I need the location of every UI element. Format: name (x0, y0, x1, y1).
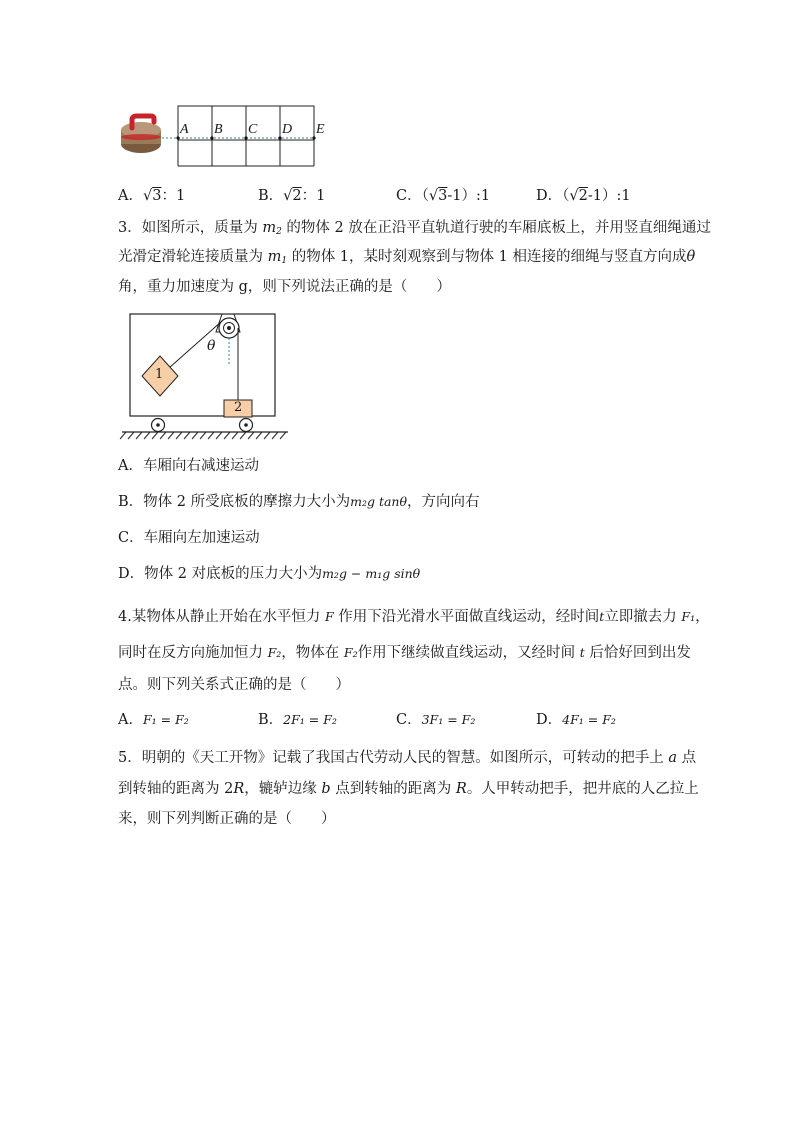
q2-option-d[interactable]: D．（√2-1）:1 (536, 188, 631, 204)
ground-hatch (120, 432, 286, 439)
grid-label-a: A (180, 122, 189, 137)
q2-option-b[interactable]: B．√2：1 (258, 188, 326, 204)
sqrt-icon: √ (428, 188, 439, 204)
q5-stem-line-3: 来，则下列判断正确的是（ ） (118, 811, 336, 827)
grid-label-b: B (214, 122, 223, 137)
track-grid (178, 106, 314, 166)
curling-grid-svg (118, 100, 338, 170)
grid-label-c: C (248, 122, 258, 137)
q4-stem-line-2: 同时在反方向施加恒力 F₂，物体在 F₂作用下继续做直线运动，又经时间 t 后恰好回到出发 (118, 645, 691, 661)
q3-stem-line-3: 角，重力加速度为 g，则下列说法正确的是（ ） (118, 279, 451, 295)
q3-option-b[interactable]: B．物体 2 所受底板的摩擦力大小为m₂g tanθ，方向向右 (118, 494, 480, 510)
sqrt-icon: √ (142, 188, 153, 204)
curling-figure (118, 100, 338, 170)
q2-option-c[interactable]: C．（√3-1）:1 (396, 188, 491, 204)
q4-option-b[interactable]: B．2F₁ = F₂ (258, 712, 337, 728)
grid-label-d: D (282, 122, 293, 137)
q4-option-c[interactable]: C．3F₁ = F₂ (396, 712, 476, 728)
angle-theta-label: θ (207, 338, 216, 354)
pulley-icon (216, 314, 240, 338)
q4-option-d[interactable]: D．4F₁ = F₂ (536, 712, 616, 728)
carriage-figure (118, 310, 293, 440)
q3-option-d[interactable]: D．物体 2 对底板的压力大小为m₂g − m₁g sinθ (118, 566, 421, 582)
sqrt-icon: √ (569, 188, 579, 204)
q4-stem-line-3: 点。则下列关系式正确的是（ ） (118, 677, 350, 693)
q3-stem-line-1: 3．如图所示，质量为 $m_2$ 的物体 2 放在正沿平直轨道行驶的车厢底板上，并用竖直细绳通过 (118, 220, 711, 237)
q5-stem-line-1: 5．明朝的《天工开物》记载了我国古代劳动人民的智慧。如图所示，可转动的把手上 a 点 (118, 750, 697, 766)
q3-option-a[interactable]: A．车厢向右减速运动 (118, 458, 259, 474)
q3-option-c[interactable]: C．车厢向左加速运动 (118, 530, 260, 546)
q5-stem-line-2: 到转轴的距离为 2R，辘轳边缘 b 点到转轴的距离为 R。人甲转动把手，把井底的人乙拉上 (118, 781, 699, 797)
block-2-label: 2 (234, 400, 243, 415)
q3-stem-line-2: 光滑定滑轮连接质量为 $m_1$ 的物体 1，某时刻观察到与物体 1 相连接的细绳与竖直方向成θ (118, 249, 696, 266)
q4-stem-line-1: 4.某物体从静止开始在水平恒力 F 作用下沿光滑水平面做直线运动，经时间t立即撤去力 F₁， (118, 609, 710, 625)
wheel-icon (152, 419, 253, 432)
grid-label-e: E (316, 122, 325, 137)
carriage-svg (118, 310, 293, 440)
q4-option-a[interactable]: A．F₁ = F₂ (118, 712, 189, 728)
curling-stone-icon (121, 116, 161, 153)
q2-option-a[interactable]: A．√3：1 (118, 188, 186, 204)
block-1-label: 1 (155, 367, 164, 382)
sqrt-icon: √ (283, 188, 293, 204)
